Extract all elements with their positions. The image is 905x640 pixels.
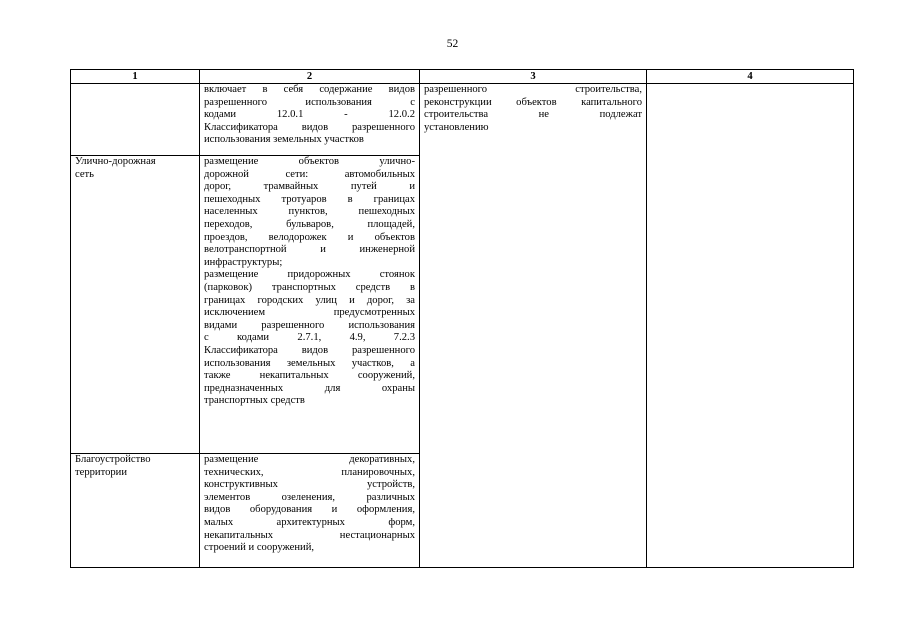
text-line: использования земельных участков, а xyxy=(204,357,415,369)
text-line: включает в себя содержание видов xyxy=(204,84,415,95)
text-line: пешеходных тротуаров в границах xyxy=(204,193,415,205)
text-line: проездов, велодорожек и объектов xyxy=(204,231,415,243)
text-line: Благоустройство xyxy=(75,454,151,465)
text-line: установлению xyxy=(424,121,489,133)
text-line: Улично-дорожная xyxy=(75,156,156,167)
use-description-cell xyxy=(200,84,420,156)
use-name-cell xyxy=(71,454,200,568)
text-line: велотранспортной и инженерной xyxy=(204,244,415,256)
text-line: также некапитальных сооружений, xyxy=(204,370,415,382)
text-line: разрешенного использования с xyxy=(204,96,415,108)
column-header-3: 3 xyxy=(420,70,647,84)
text-line: исключением предусмотренных xyxy=(204,307,415,319)
use-description-cell xyxy=(200,454,420,568)
text-line: (парковок) транспортных средств в xyxy=(204,281,415,293)
regulation-table xyxy=(70,69,854,568)
text-line: размещение придорожных стоянок xyxy=(204,269,415,281)
text-line: технических, планировочных, xyxy=(204,466,415,478)
text-line: использования земельных участков xyxy=(204,134,364,146)
text-line: территории xyxy=(75,466,128,478)
text-line: кодами 12.0.1 - 12.0.2 xyxy=(204,109,415,121)
use-name-cell xyxy=(71,156,200,454)
text-line: инфраструктуры; xyxy=(204,256,283,268)
text-line: дорог, трамвайных путей и xyxy=(204,181,415,193)
text-line: дорожной сети: автомобильных xyxy=(204,168,415,180)
text-line: видами разрешенного использования xyxy=(204,319,415,331)
text-line: сеть xyxy=(75,168,94,180)
text-line: населенных пунктов, пешеходных xyxy=(204,206,415,218)
use-name-cell xyxy=(71,84,200,156)
text-line: элементов озеленения, различных xyxy=(204,491,415,503)
text-line: малых архитектурных форм, xyxy=(204,516,415,528)
text-line: строительства не подлежат xyxy=(424,109,642,121)
text-line: границах городских улиц и дорог, за xyxy=(204,294,415,306)
page-number: 52 xyxy=(446,38,459,50)
text-line: размещение декоративных, xyxy=(204,454,415,465)
column-header-2: 2 xyxy=(200,70,420,84)
text-line: видов оборудования и оформления, xyxy=(204,504,415,516)
table-row xyxy=(71,84,854,156)
text-line: Классификатора видов разрешенного xyxy=(204,121,415,133)
use-description-cell xyxy=(200,156,420,454)
text-line: с кодами 2.7.1, 4.9, 7.2.3 xyxy=(204,332,415,344)
text-line: конструктивных устройств, xyxy=(204,479,415,491)
text-line: некапитальных нестационарных xyxy=(204,529,415,541)
parameters-cell xyxy=(420,84,647,568)
text-line: реконструкции объектов капитального xyxy=(424,96,642,108)
text-line: предназначенных для охраны xyxy=(204,382,415,394)
text-line: строений и сооружений, xyxy=(204,542,315,554)
column-header-1: 1 xyxy=(71,70,200,84)
text-line: транспортных средств xyxy=(204,395,305,407)
extra-cell xyxy=(647,84,854,568)
text-line: Классификатора видов разрешенного xyxy=(204,344,415,356)
text-line: размещение объектов улично- xyxy=(204,156,415,167)
text-line: разрешенного строительства, xyxy=(424,84,642,95)
header-row xyxy=(71,70,854,84)
column-header-4: 4 xyxy=(647,70,854,84)
text-line: переходов, бульваров, площадей, xyxy=(204,218,415,230)
